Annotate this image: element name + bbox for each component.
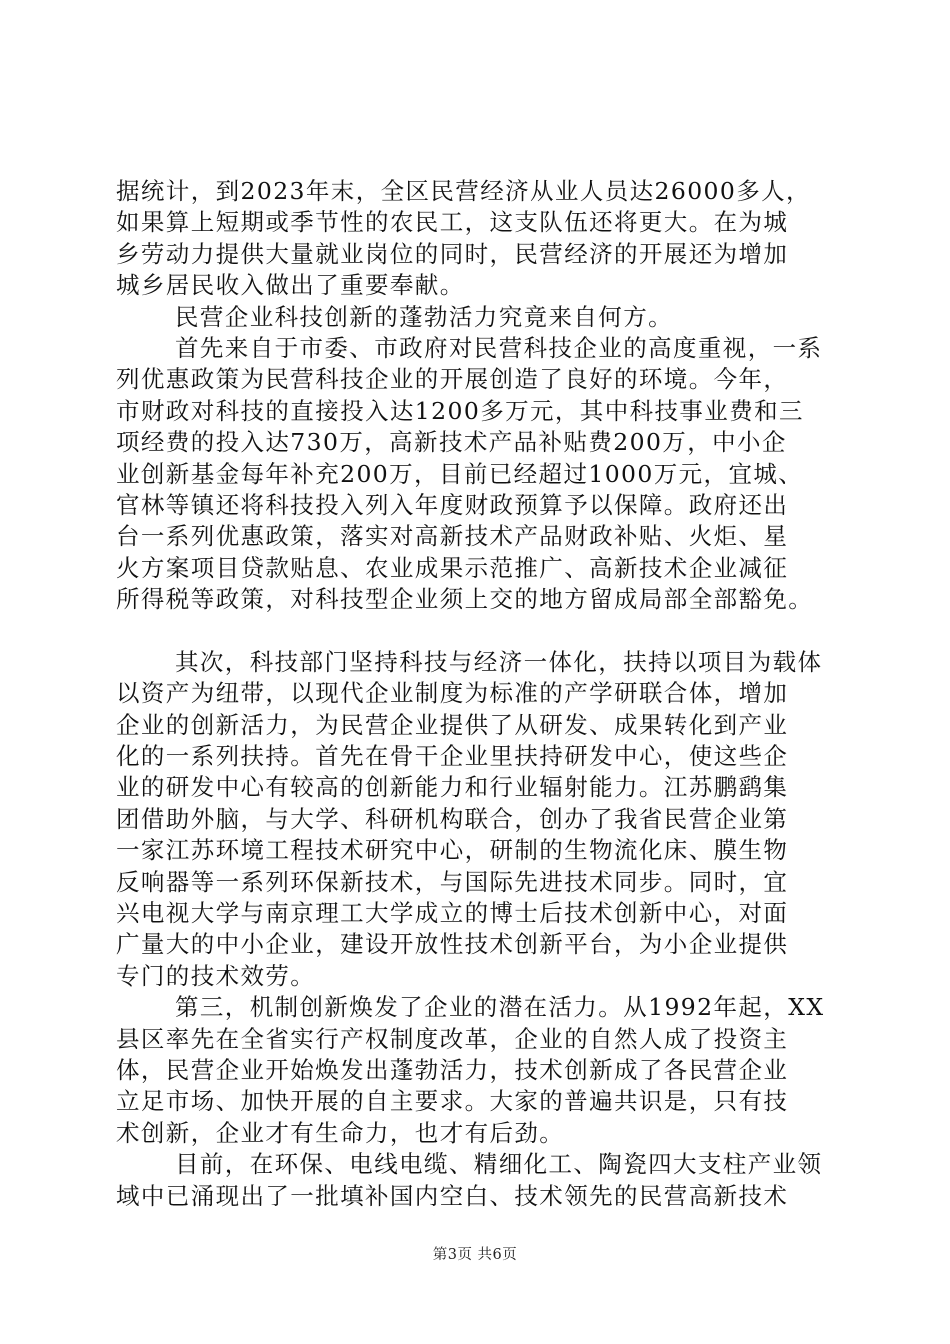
text-line: 所得税等政策，对科技型企业须上交的地方留成局部全部豁免。 — [116, 585, 814, 614]
text-line: 专门的技术效劳。 — [116, 961, 316, 990]
text-line: 以资产为纽带，以现代企业制度为标准的产学研联合体，增加 — [116, 679, 789, 708]
text-line: 列优惠政策为民营科技企业的开展创造了良好的环境。今年， — [116, 365, 789, 394]
page-footer — [0, 1243, 950, 1264]
paragraph-start-line: 首先来自于市委、市政府对民营科技企业的高度重视，一系 — [175, 333, 823, 362]
document-body — [116, 176, 838, 1212]
text-line: 体，民营企业开始焕发出蓬勃活力，技术创新成了各民营企业 — [116, 1055, 789, 1084]
text-line: 企业的创新活力，为民营企业提供了从研发、成果转化到产业 — [116, 710, 789, 739]
text-line: 项经费的投入达730万，高新技术产品补贴费200万，中小企 — [116, 428, 787, 457]
text-line: 业创新基金每年补充200万，目前已经超过1000万元，宜城、 — [116, 459, 804, 488]
text-line: 官林等镇还将科技投入列入年度财政预算予以保障。政府还出 — [116, 490, 789, 519]
text-line: 化的一系列扶持。首先在骨干企业里扶持研发中心，使这些企 — [116, 742, 789, 771]
paragraph-start-line: 第三，机制创新焕发了企业的潜在活力。从1992年起，XX — [175, 993, 825, 1022]
text-line: 县区率先在全省实行产权制度改革，企业的自然人成了投资主 — [116, 1024, 789, 1053]
text-line: 一家江苏环境工程技术研究中心，研制的生物流化床、膜生物 — [116, 836, 789, 865]
text-line: 立足市场、加快开展的自主要求。大家的普遍共识是，只有技 — [116, 1087, 789, 1116]
text-line: 业的研发中心有较高的创新能力和行业辐射能力。江苏鹏鹞集 — [116, 773, 789, 802]
text-line: 术创新，企业才有生命力，也才有后劲。 — [116, 1118, 565, 1147]
text-line: 广量大的中小企业，建设开放性技术创新平台，为小企业提供 — [116, 930, 789, 959]
text-line: 团借助外脑，与大学、科研机构联合，创办了我省民营企业第 — [116, 804, 789, 833]
text-line: 城乡居民收入做出了重要奉献。 — [116, 271, 465, 300]
text-line: 据统计，到2023年末，全区民营经济从业人员达26000多人， — [116, 177, 811, 205]
text-line: 台一系列优惠政策，落实对高新技术产品财政补贴、火炬、星 — [116, 522, 789, 551]
text-line: 如果算上短期或季节性的农民工，这支队伍还将更大。在为城 — [116, 208, 789, 237]
blank-line — [116, 615, 838, 646]
paragraph-start-line: 其次，科技部门坚持科技与经济一体化，扶持以项目为载体 — [175, 647, 823, 676]
text-line: 市财政对科技的直接投入达1200多万元，其中科技事业费和三 — [116, 396, 804, 425]
text-line: 反响器等一系列环保新技术，与国际先进技术同步。同时，宜 — [116, 867, 789, 896]
paragraph-start-line: 目前，在环保、电线电缆、精细化工、陶瓷四大支柱产业领 — [175, 1150, 823, 1179]
text-line: 兴电视大学与南京理工大学成立的博士后技术创新中心，对面 — [116, 898, 789, 927]
text-line: 火方案项目贷款贴息、农业成果示范推广、高新技术企业减征 — [116, 553, 789, 582]
text-line: 乡劳动力提供大量就业岗位的同时，民营经济的开展还为增加 — [116, 239, 789, 268]
paragraph-start-line: 民营企业科技创新的蓬勃活力究竟来自何方。 — [175, 302, 673, 331]
text-line: 域中已涌现出了一批填补国内空白、技术领先的民营高新技术 — [116, 1181, 789, 1210]
page-number-label: 第3页 共6页 — [432, 1247, 518, 1263]
